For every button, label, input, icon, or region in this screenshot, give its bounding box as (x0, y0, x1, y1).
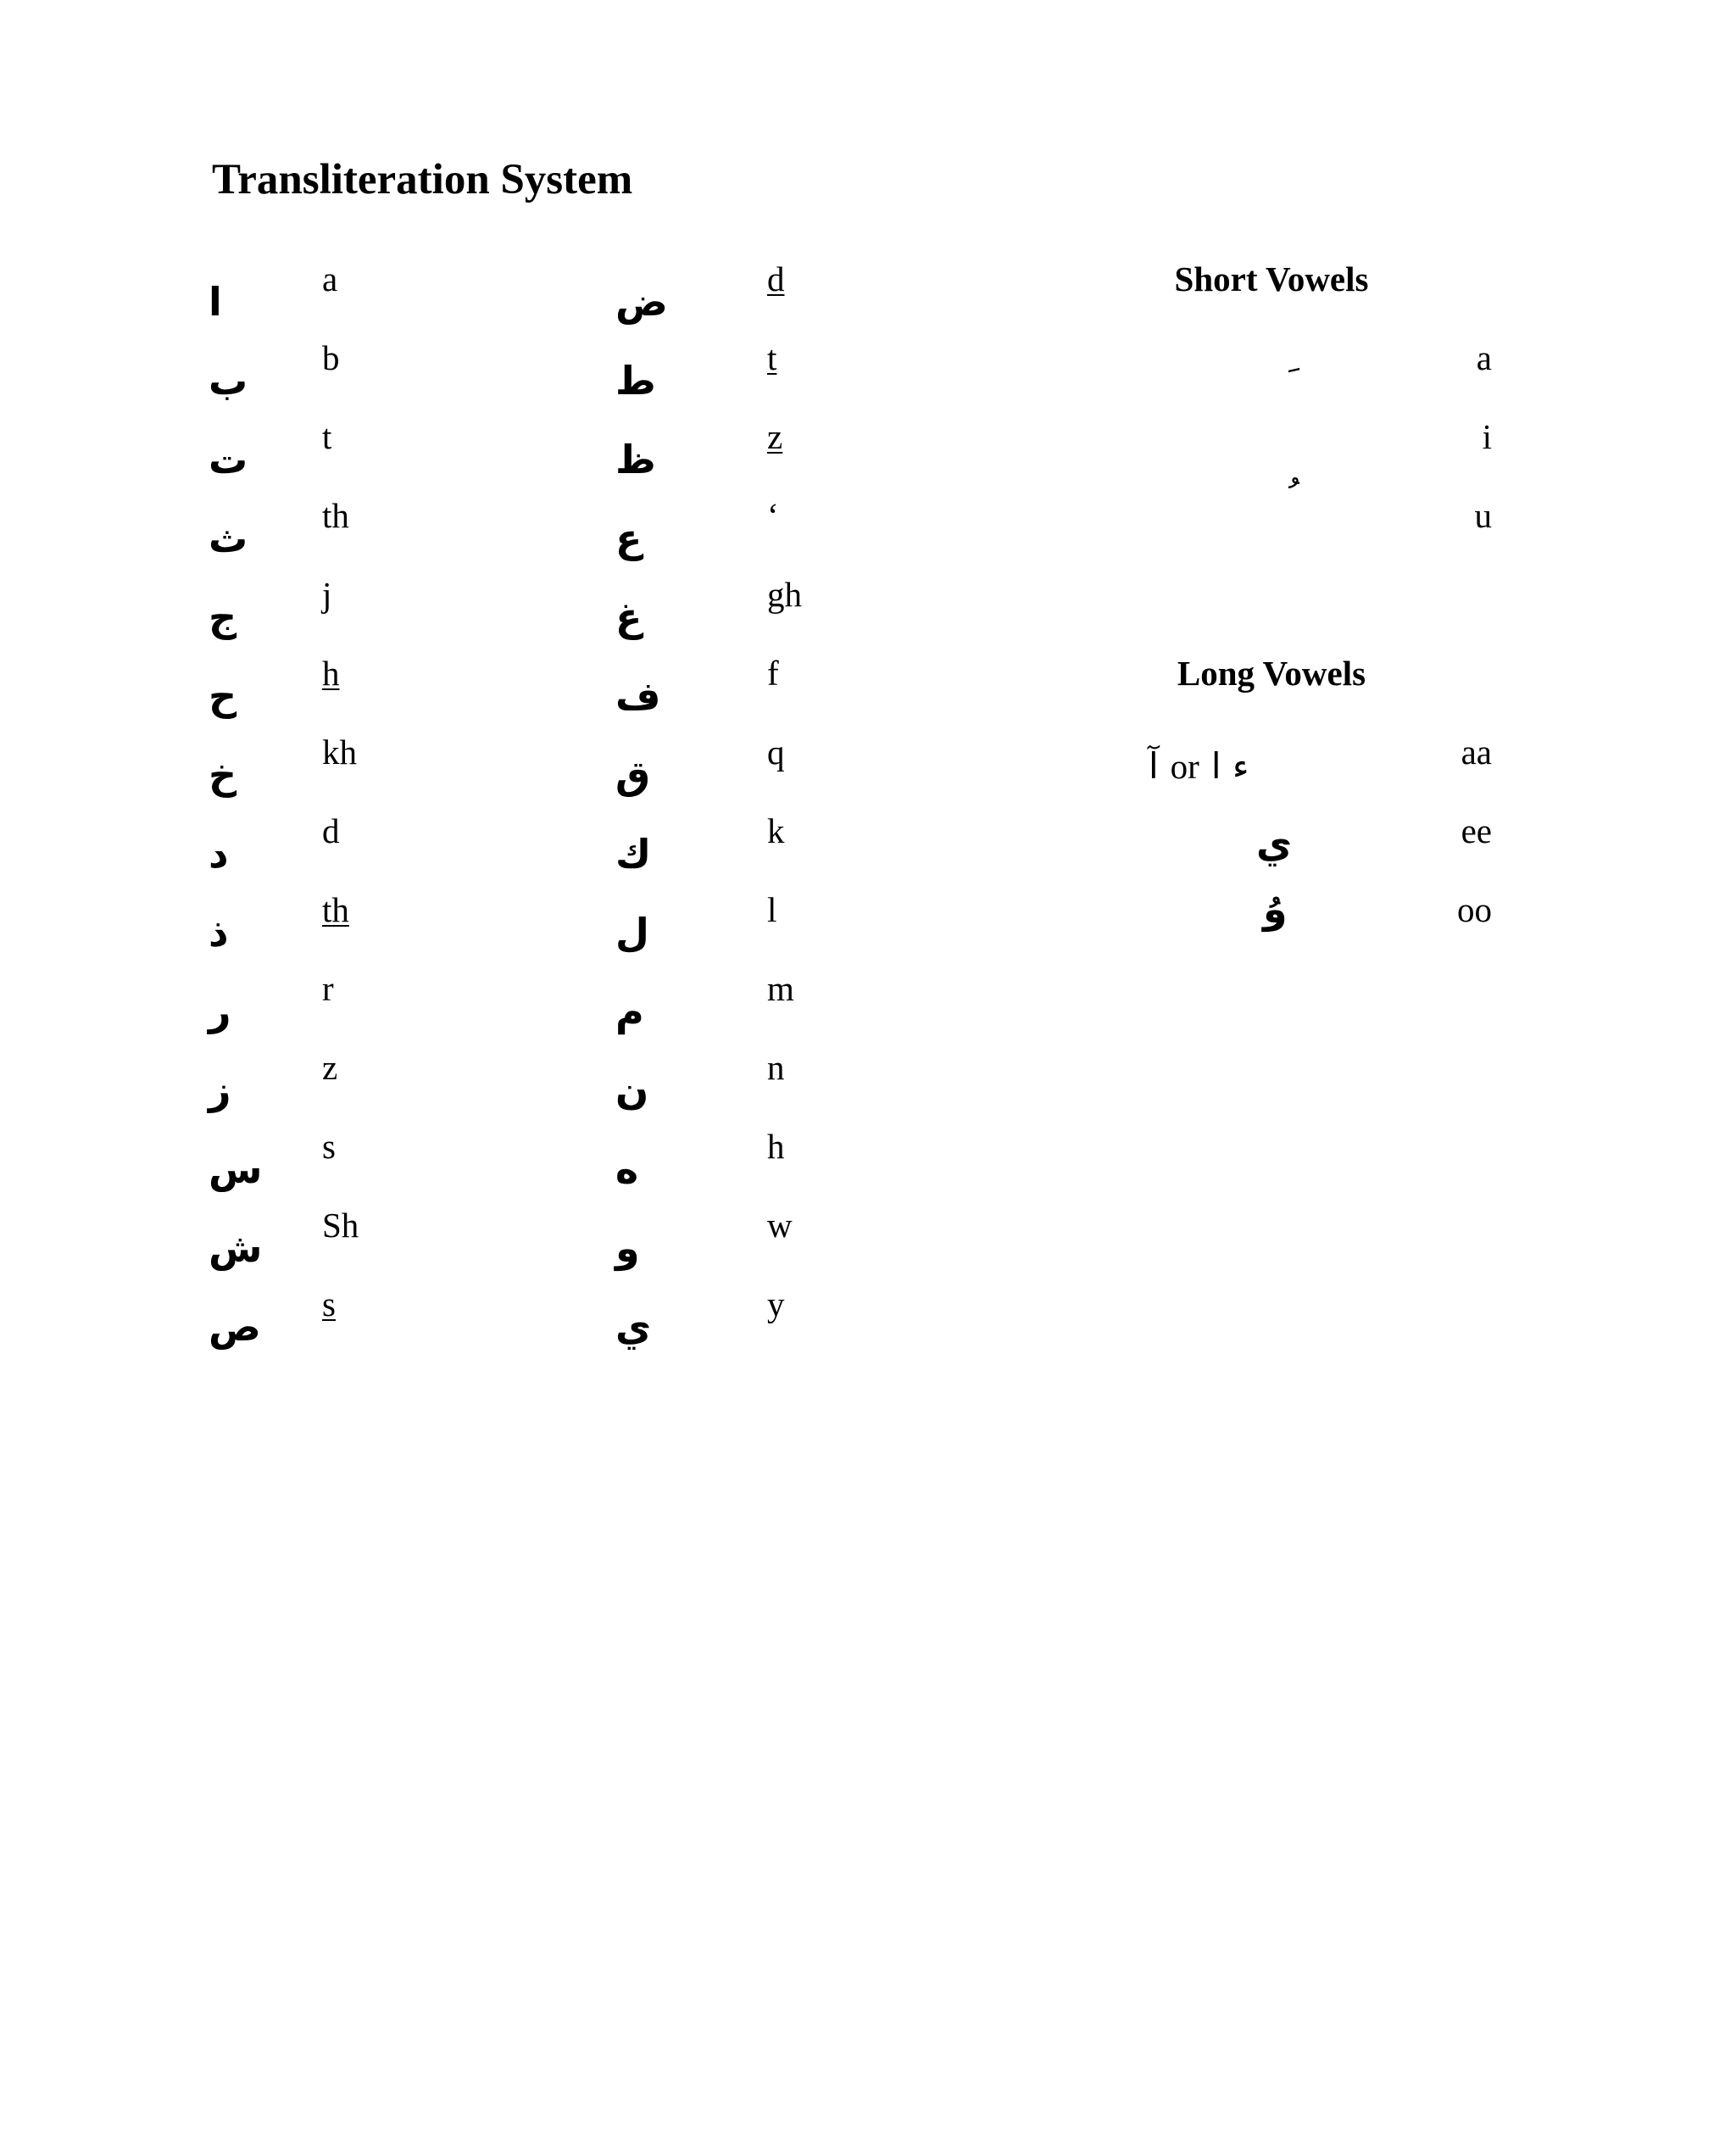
latin-transliteration: h (322, 654, 340, 693)
arabic-letter: ص (209, 1304, 261, 1350)
long-vowel-row (1102, 732, 1492, 811)
arabic-letter: ل (615, 910, 649, 956)
arabic-letter: ذ (209, 910, 229, 956)
latin-transliteration: s (322, 1127, 336, 1166)
long-vowel-mark-right: ء ا (1210, 745, 1249, 787)
latin-transliteration: w (767, 1206, 793, 1245)
latin-transliteration: j (322, 575, 332, 614)
long-vowel-mark: ي (1256, 821, 1293, 866)
latin-transliteration: a (322, 259, 338, 298)
long-vowels-heading: Long Vowels (1177, 654, 1366, 693)
arabic-letter: ش (209, 1225, 263, 1271)
latin-transliteration: l (767, 890, 777, 929)
latin-transliteration: q (767, 733, 785, 772)
long-vowel-latin: ee (1461, 811, 1492, 850)
latin-transliteration: d (767, 259, 785, 298)
short-vowel-row (1102, 495, 1492, 574)
latin-transliteration: Sh (322, 1206, 359, 1245)
latin-transliteration: y (767, 1284, 785, 1323)
latin-transliteration: s (322, 1284, 336, 1323)
arabic-letter: ث (209, 515, 248, 561)
arabic-letter: ب (209, 358, 248, 404)
page-title: Transliteration System (212, 156, 633, 203)
arabic-letter: و (615, 1225, 640, 1271)
arabic-letter: ت (209, 437, 248, 482)
short-vowels-heading: Short Vowels (1174, 259, 1369, 298)
arabic-letter: ر (209, 989, 231, 1034)
arabic-letter: د (209, 831, 229, 877)
latin-transliteration: th (322, 496, 349, 535)
arabic-letter: ج (209, 594, 237, 640)
long-vowel-row (1102, 886, 1492, 968)
latin-transliteration: z (322, 1048, 338, 1087)
arabic-letter: س (209, 1146, 263, 1192)
latin-transliteration: th (322, 890, 349, 929)
arabic-letter: ع (615, 515, 643, 561)
long-vowel-connector: or (1170, 747, 1199, 786)
arabic-letter: ظ (615, 437, 656, 482)
long-vowel-alif-variants (1149, 745, 1249, 787)
latin-transliteration: n (767, 1048, 785, 1087)
arabic-letter: ز (209, 1067, 231, 1113)
latin-transliteration: t (322, 417, 332, 456)
long-vowel-mark-left: آ (1149, 745, 1159, 787)
arabic-letter: ف (615, 673, 661, 719)
arabic-letter: ح (209, 673, 237, 719)
long-vowel-latin: aa (1461, 733, 1492, 772)
short-vowel-row (1102, 337, 1492, 416)
arabic-letter: ه (615, 1146, 639, 1192)
long-vowel-latin: oo (1457, 890, 1492, 929)
latin-transliteration: h (767, 1127, 785, 1166)
arabic-letter: غ (615, 594, 643, 640)
latin-transliteration: b (322, 338, 340, 377)
latin-transliteration: d (322, 811, 340, 850)
latin-transliteration: kh (322, 733, 357, 772)
arabic-letter: ي (615, 1304, 652, 1350)
short-vowel-latin: u (1474, 496, 1492, 535)
latin-transliteration: m (767, 969, 794, 1008)
short-vowel-latin: a (1476, 338, 1492, 377)
arabic-letter: ض (615, 279, 668, 325)
latin-transliteration: f (767, 654, 779, 693)
long-vowel-mark: وُ (1263, 886, 1288, 932)
latin-transliteration: t (767, 338, 777, 377)
long-vowel-row (1102, 811, 1492, 889)
latin-transliteration: z (767, 417, 783, 456)
arabic-letter: خ (209, 752, 237, 798)
arabic-letter: ق (615, 752, 651, 798)
short-vowel-row (1102, 416, 1492, 495)
arabic-letter: م (615, 989, 644, 1034)
latin-transliteration: r (322, 969, 334, 1008)
arabic-letter: ن (615, 1067, 649, 1113)
arabic-letter: ط (615, 358, 656, 404)
arabic-letter: ك (615, 831, 652, 877)
latin-transliteration: gh (767, 575, 802, 614)
short-vowel-latin: i (1482, 417, 1492, 456)
arabic-letter: ا (209, 279, 222, 325)
latin-transliteration: ‘ (767, 496, 779, 535)
latin-transliteration: k (767, 811, 785, 850)
